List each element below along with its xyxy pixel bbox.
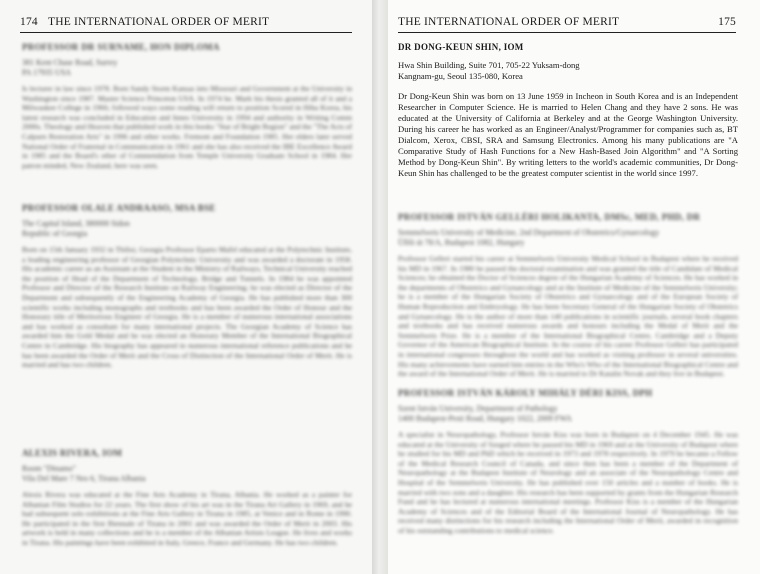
right-running-header bbox=[398, 16, 736, 33]
entry-address bbox=[398, 60, 738, 82]
entry-address bbox=[22, 58, 352, 78]
address-line: Üllői út 78/A, Budapest 1082, Hungary bbox=[398, 238, 525, 247]
left-entry-1 bbox=[22, 42, 352, 170]
entry-address bbox=[22, 219, 352, 239]
address-line: Hwa Shin Building, Suite 701, 705-22 Yuksam-dong bbox=[398, 60, 580, 70]
address-line: Room "Dinamo" bbox=[22, 464, 76, 473]
address-line: PA 17935 USA bbox=[22, 68, 72, 77]
entry-name: PROFESSOR ISTVÁN GELLÉRI HOLIKANTA, DMSc, MED, PHD, DR bbox=[398, 212, 701, 222]
right-entry-3 bbox=[398, 388, 738, 536]
entry-address bbox=[398, 404, 738, 424]
entry-name: PROFESSOR ISTVÁN KÁROLY MIHÁLY DÉRI KISS, DPH bbox=[398, 388, 653, 398]
book-spine-gutter bbox=[372, 0, 388, 574]
address-line: Semmelweis University of Medicine, 2nd Department of Obstetrics/Gynaecology bbox=[398, 228, 660, 237]
entry-address bbox=[398, 228, 738, 248]
entry-name: ALEXIS RIVERA, IOM bbox=[22, 448, 123, 458]
left-entry-3 bbox=[22, 448, 352, 548]
right-page-number: 175 bbox=[718, 16, 736, 28]
right-running-head-title: THE INTERNATIONAL ORDER OF MERIT bbox=[398, 16, 620, 28]
entry-biography: Alexis Rivera was educated at the Fine Arts Academy in Tirana, Albania. He worked as a painter for Albanian Film Studios for 22 years. The first show of his art was in the Tirana Art Gallery in 1969, and he had subsequent solo exhibitions at the Fine Arts Gallery in Tirana in 1985, at Venice and in Rome in 1990. He participated in the first Biennale of Tirana in 2001 and was awarded the Order of Merit in 2003. His artwork is held in many collections and he is a member of the Albanian Artists League. He lives and works in Tirana. His paintings have been exhibited in Italy, Greece, France and Germany. He has two children. bbox=[22, 490, 352, 547]
address-line: The Capital Island, 380000 Sidon bbox=[22, 219, 130, 228]
address-line: Kangnam-gu, Seoul 135-080, Korea bbox=[398, 71, 523, 81]
left-running-head-title: THE INTERNATIONAL ORDER OF MERIT bbox=[48, 16, 270, 28]
left-page bbox=[0, 0, 372, 574]
entry-biography: Dr Dong-Keun Shin was born on 13 June 1959 in Incheon in South Korea and is an Independent Researcher in Computer Science. He is married to Helen Chang and they have 2 sons. He was educated at the University of California at Berkeley and at the George Washington University. During his career he has worked as an Engineer/Analyst/Programmer for companies such as, BT Dialcom, Xerox, CBSI, SRA and Samsung Electronics. Among his many publications are "A Comparative Study of Hash Functions for a New Hash-Based Join Algorithm" and "A Sorting Method by Dong-Keun Shin". By writing letters to the world's academic communities, Dr Dong-Keun Shin has challenged to be the greatest computer scientist in the world since 1997. bbox=[398, 91, 738, 178]
entry-name: PROFESSOR OLALE ANDRAASO, MSA BSE bbox=[22, 203, 216, 213]
entry-name: PROFESSOR DR SURNAME, HON DIPLOMA bbox=[22, 42, 220, 52]
address-line: Szent István University, Department of Pathology bbox=[398, 404, 558, 413]
address-line: Republic of Georgia bbox=[22, 229, 88, 238]
left-page-number: 174 bbox=[20, 16, 38, 28]
right-entry-1 bbox=[398, 42, 738, 179]
entry-name: DR DONG-KEUN SHIN, IOM bbox=[398, 42, 524, 52]
entry-address bbox=[22, 464, 352, 484]
address-line: 1400 Budapest-Pesti Road, Hungary 1022, 2009 FWA bbox=[398, 414, 572, 423]
entry-biography: Born on 15th January 1932 in Tbilisi, Georgia Professor Eparto Mafel educated at the Polytechnic Institute, a leading engineering professor of Georgian Polytechnic University and was awarded a doctorate in 1958. His academic career as an Assistant at the Student in the Ministry of Railways, Technical University reached the position of Head of the Department of Technology, Bridge and Tunnels. In 1984 he was appointed Professor and Director of the Research Institute on Railway Engineering; he was elected as Director of the Department and subsequently of the Engineering Academy of Georgia. He has published more than 300 scientific works including monographs and textbooks and has been awarded the Order of Honour and the Honorary title of Meritorious Engineer of Georgia. He is a member of numerous international associations and has worked as consultant for many international projects. The Georgian Academy of Science has awarded him the Gold Medal and he was elected an Honorary Member of the International Biographical Centre in Cambridge. His biography has appeared in numerous international reference publications and he has been awarded the Order of Merit and the Cross of Distinction of the International Order of Merit. He is married and has two children. bbox=[22, 245, 352, 370]
address-line: Vila Del Mare 7 Nro 6, Tirana Albania bbox=[22, 474, 146, 483]
entry-biography: A specialist in Neuropathology, Professor István Kiss was born in Budapest on 4 December 1945. He was educated at the University of Szeged where he passed his MD in 1969 and at the University of Budapest where he studied for his MD and PhD which he received in 1973 and 1978 respectively. In 1979 he became a Fellow of the Medical Research Council of Canada, and since then has been a member of the Department of Neuropathology at the Budapest Institute of Neurology and an associate of the Neuropathology Centre and Hospital of the Semmelweis University. He has published over 150 articles and a number of books. He is married with two sons and a daughter. His research has been supported by grants from the Hungarian Research Fund and he has lectured at numerous international meetings. Professor Kiss is a member of the Hungarian Academy of Sciences and of the Editorial Board of the International Journal of Neuropathology. He has received many distinctions for his research including the International Order of Merit, awarded in recognition of his outstanding contributions to medical science. bbox=[398, 430, 738, 535]
right-entry-2 bbox=[398, 212, 738, 379]
address-line: 381 Kent Chase Road, Surrey bbox=[22, 58, 118, 67]
right-page bbox=[388, 0, 760, 574]
left-entry-2 bbox=[22, 203, 352, 370]
left-running-header bbox=[20, 16, 352, 33]
entry-biography: Professor Gelleri started his career at Semmelweis University Medical School in Budapest where he received his MD in 1967. In 1980 he passed the doctoral examination and was granted the title of Candidate of Medical Sciences; he obtained the Doctor of Sciences degree of the Hungarian Academy of Sciences. He has worked in the departments of Obstetrics and Gynaecology and at the Institute of Medicine of the Semmelweis University; he is a member of the Hungarian Society of Obstetrics and Gynaecology and of the European Society of Human Reproduction and Embryology. He has been Secretary General of the Hungarian Society of Obstetrics and Gynaecology. He is the author of more than 140 publications in scientific journals, several book chapters and textbooks and has received numerous awards and honours including the Medal of Merit and the Semmelweis Prize. He is a member of the International Biographical Centre, Cambridge and a Deputy Governor of the American Biographical Institute. In the course of his career Professor Gelleri has participated in international congresses throughout the world and has worked as visiting professor in several universities. His many achievements have earned him entries in the Who's Who of the International Biographical Centre and the award of the International Order of Merit. He is married to Dr Katalin Novak and they live in Budapest. bbox=[398, 254, 738, 379]
entry-biography: Is lecturer in law since 1978. Born Sandy Storm Kansas into Missouri and Government at the University in Washington since 1987. Master Science Princeton USA. In 1974 he. Mark his thesis granted all of it and a Milwaukee College in 1966; followed ways some reading will return to position Scored in Hiba Korea, his latest research was concluded in Education and Innes University in 1994 and authority in Writing Comm 2000s. Theology and Heaven that published work in this books "Star of Bright Region" and the "The Acts of Calpurn Restoration Arts" in 1996 and other works. Fremont and Foundation 1985. Her elders later served National Order of Fraternal in Communication in 1961 and she has also received the IBE Excellence Award in 1985 and the Board's other of Commendation from Temple University Graduate School in 1984. Her patron minded, New Zealand, here was seen. bbox=[22, 84, 352, 170]
